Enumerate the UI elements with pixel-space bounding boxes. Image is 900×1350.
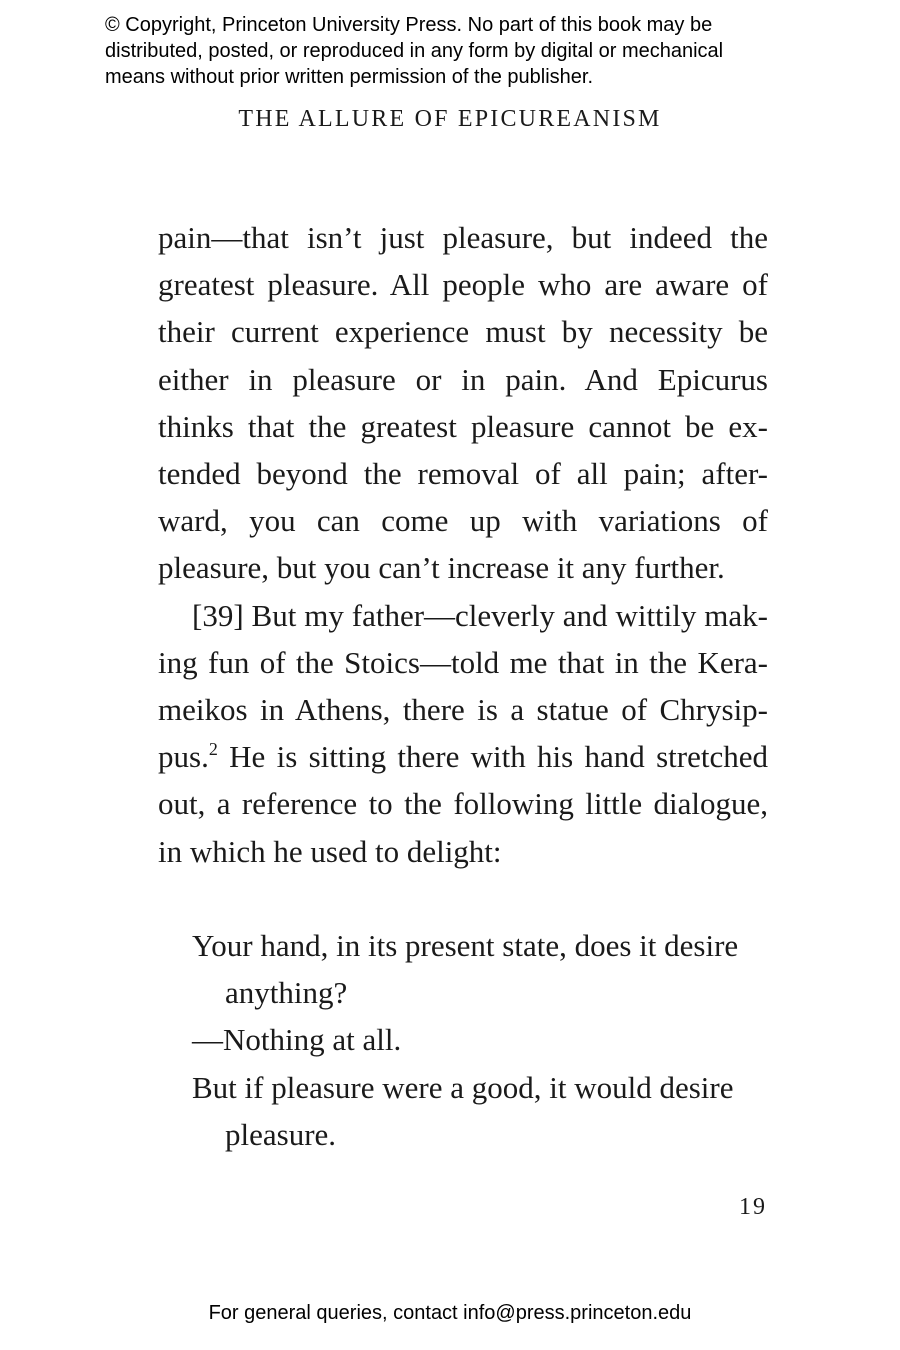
page-number: 19 xyxy=(739,1194,767,1220)
paragraph-2-line: in which he used to delight: xyxy=(158,833,502,869)
body-text xyxy=(158,214,768,875)
paragraph-1-line: tended beyond the removal of all pain; after- xyxy=(158,456,768,492)
dialogue-block xyxy=(192,922,772,1158)
paragraph-1-line: ward, you can come up with variations of xyxy=(158,503,768,539)
footer-contact: For general queries, contact info@press.princeton.edu xyxy=(208,1302,692,1324)
dialogue-line: —Nothing at all. xyxy=(192,1022,402,1058)
paragraph-2-line: out, a reference to the following little dialogue, xyxy=(158,786,768,822)
paragraph-1-line: thinks that the greatest pleasure cannot be ex- xyxy=(158,408,768,444)
paragraph-2-line: meikos in Athens, there is a statue of Chrysip- xyxy=(158,692,768,728)
dialogue-line: But if pleasure were a good, it would desire xyxy=(192,1069,734,1105)
dialogue-line: Your hand, in its present state, does it desire xyxy=(192,928,739,963)
copyright-line: distributed, posted, or reproduced in any form by digital or mechanical xyxy=(105,40,724,62)
running-head: THE ALLURE OF EPICUREANISM xyxy=(238,106,662,132)
paragraph-2-line: ing fun of the Stoics—told me that in the Kera- xyxy=(158,644,768,680)
paragraph-1-line: their current experience must by necessity be xyxy=(158,314,768,350)
footnote-reference: 2 xyxy=(208,739,218,760)
paragraph-2-line: [39] But my father—cleverly and wittily mak- xyxy=(192,597,768,633)
paragraph-1-line: either in pleasure or in pain. And Epicurus xyxy=(158,361,768,397)
paragraph-2-text: pus. xyxy=(158,739,209,775)
paragraph-1-line: pleasure, but you can’t increase it any further. xyxy=(158,550,725,586)
paragraph-1-line: pain—that isn’t just pleasure, but indeed the xyxy=(158,220,768,255)
paragraph-1-line: greatest pleasure. All people who are aware of xyxy=(158,267,768,303)
paragraph-2-line-with-footnote xyxy=(158,733,768,780)
dialogue-line-continuation: anything? xyxy=(225,975,348,1011)
paragraph-2-text: He is sitting there with his hand stretched xyxy=(217,739,768,775)
dialogue-line-continuation: pleasure. xyxy=(225,1116,337,1152)
copyright-line: means without prior written permission of the publisher. xyxy=(105,66,594,88)
copyright-line: © Copyright, Princeton University Press. No part of this book may be xyxy=(105,14,713,36)
copyright-notice xyxy=(105,12,825,90)
